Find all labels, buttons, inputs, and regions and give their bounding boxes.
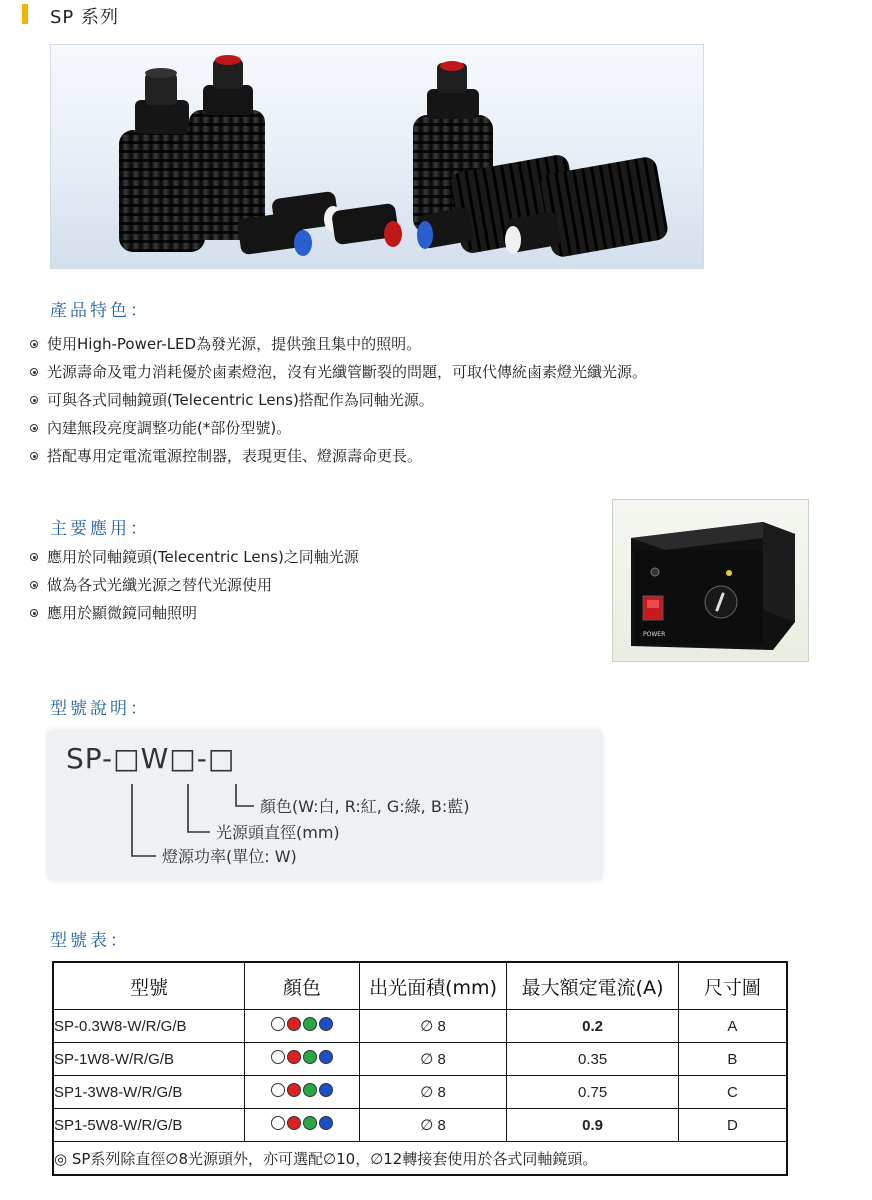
cell-model: SP1-3W8-W/R/G/B <box>53 1076 244 1109</box>
header-area: 出光面積(mm) <box>359 962 507 1010</box>
model-table <box>52 961 788 1176</box>
header-size: 尺寸圖 <box>678 962 787 1010</box>
diameter-icon: ∅ <box>420 1117 434 1134</box>
model-diameter-label: 光源頭直徑(mm) <box>216 823 340 842</box>
header-accent-bar <box>22 4 28 24</box>
page-title: SP 系列 <box>50 7 120 28</box>
color-dot <box>319 1083 333 1097</box>
color-dots <box>271 1017 333 1031</box>
cell-model: SP-0.3W8-W/R/G/B <box>53 1010 244 1043</box>
cell-colors <box>244 1109 359 1142</box>
bullet-icon <box>30 424 38 432</box>
bullet-icon <box>30 553 38 561</box>
cell-area: ∅ 8 <box>359 1109 507 1142</box>
controller-illustration <box>613 500 808 661</box>
diameter-icon: ∅ <box>420 1084 434 1101</box>
product-illustration <box>51 45 703 268</box>
color-dots <box>271 1050 333 1064</box>
color-dots <box>271 1083 333 1097</box>
bullet-icon <box>30 452 38 460</box>
list-item: 應用於同軸鏡頭(Telecentric Lens)之同軸光源 <box>30 543 359 571</box>
list-item: 搭配專用定電流電源控制器，表現更佳、燈源壽命更長。 <box>30 442 647 470</box>
bullet-icon <box>30 396 38 404</box>
controller-power-label: POWER <box>643 631 666 638</box>
features-list <box>30 330 647 470</box>
cell-model: SP-1W8-W/R/G/B <box>53 1043 244 1076</box>
color-dot <box>303 1017 317 1031</box>
cell-current: 0.35 <box>507 1043 678 1076</box>
color-dot <box>303 1083 317 1097</box>
color-dots <box>271 1116 333 1130</box>
cell-current: 0.9 <box>507 1109 678 1142</box>
table-row <box>53 1109 787 1142</box>
list-item: 內建無段亮度調整功能(*部份型號)。 <box>30 414 647 442</box>
color-dot <box>271 1083 285 1097</box>
list-item: 應用於顯微鏡同軸照明 <box>30 599 359 627</box>
model-table-wrapper <box>52 961 788 1176</box>
cell-colors <box>244 1043 359 1076</box>
header-color: 顏色 <box>244 962 359 1010</box>
cell-model: SP1-5W8-W/R/G/B <box>53 1109 244 1142</box>
color-dot <box>287 1050 301 1064</box>
cell-size: A <box>678 1010 787 1043</box>
applications-list <box>30 543 359 627</box>
bullet-icon <box>30 609 38 617</box>
model-table-title: 型號表： <box>50 931 130 951</box>
controller-photo <box>612 499 809 662</box>
color-dot <box>319 1050 333 1064</box>
color-dot <box>303 1050 317 1064</box>
color-dot <box>319 1116 333 1130</box>
list-item: 光源壽命及電力消耗優於鹵素燈泡，沒有光纖管斷裂的問題，可取代傳統鹵素燈光纖光源。 <box>30 358 647 386</box>
model-desc-title: 型號說明： <box>50 699 150 719</box>
table-note: ◎ SP系列除直徑∅8光源頭外，亦可選配∅10，∅12轉接套使用於各式同軸鏡頭。 <box>53 1142 787 1176</box>
header-current: 最大額定電流(A) <box>507 962 678 1010</box>
cell-colors <box>244 1076 359 1109</box>
model-color-label: 顏色(W:白, R:紅, G:綠, B:藍) <box>260 797 470 816</box>
color-dot <box>271 1017 285 1031</box>
color-dot <box>287 1116 301 1130</box>
bullet-icon <box>30 581 38 589</box>
table-note-row <box>53 1142 787 1176</box>
list-item: 可與各式同軸鏡頭(Telecentric Lens)搭配作為同軸光源。 <box>30 386 647 414</box>
cell-area: ∅ 8 <box>359 1010 507 1043</box>
list-item: 做為各式光纖光源之替代光源使用 <box>30 571 359 599</box>
color-dot <box>271 1116 285 1130</box>
table-header-row <box>53 962 787 1010</box>
model-code: SP-□W□-□ <box>66 742 236 775</box>
diameter-icon: ∅ <box>420 1018 434 1035</box>
header-model: 型號 <box>53 962 244 1010</box>
product-photo <box>50 44 704 269</box>
list-item: 使用High-Power-LED為發光源，提供強且集中的照明。 <box>30 330 647 358</box>
bullet-icon <box>30 368 38 376</box>
color-dot <box>303 1116 317 1130</box>
cell-area: ∅ 8 <box>359 1043 507 1076</box>
cell-colors <box>244 1010 359 1043</box>
table-row <box>53 1010 787 1043</box>
cell-area: ∅ 8 <box>359 1076 507 1109</box>
cell-current: 0.75 <box>507 1076 678 1109</box>
cell-size: B <box>678 1043 787 1076</box>
bullet-icon <box>30 340 38 348</box>
table-row <box>53 1043 787 1076</box>
color-dot <box>287 1083 301 1097</box>
cell-size: D <box>678 1109 787 1142</box>
model-description-box <box>48 730 602 880</box>
color-dot <box>319 1017 333 1031</box>
cell-size: C <box>678 1076 787 1109</box>
features-title: 產品特色： <box>50 301 150 321</box>
diameter-icon: ∅ <box>420 1051 434 1068</box>
applications-title: 主要應用： <box>50 519 150 539</box>
model-power-label: 燈源功率(單位: W) <box>162 847 297 866</box>
cell-current: 0.2 <box>507 1010 678 1043</box>
color-dot <box>271 1050 285 1064</box>
color-dot <box>287 1017 301 1031</box>
table-row <box>53 1076 787 1109</box>
